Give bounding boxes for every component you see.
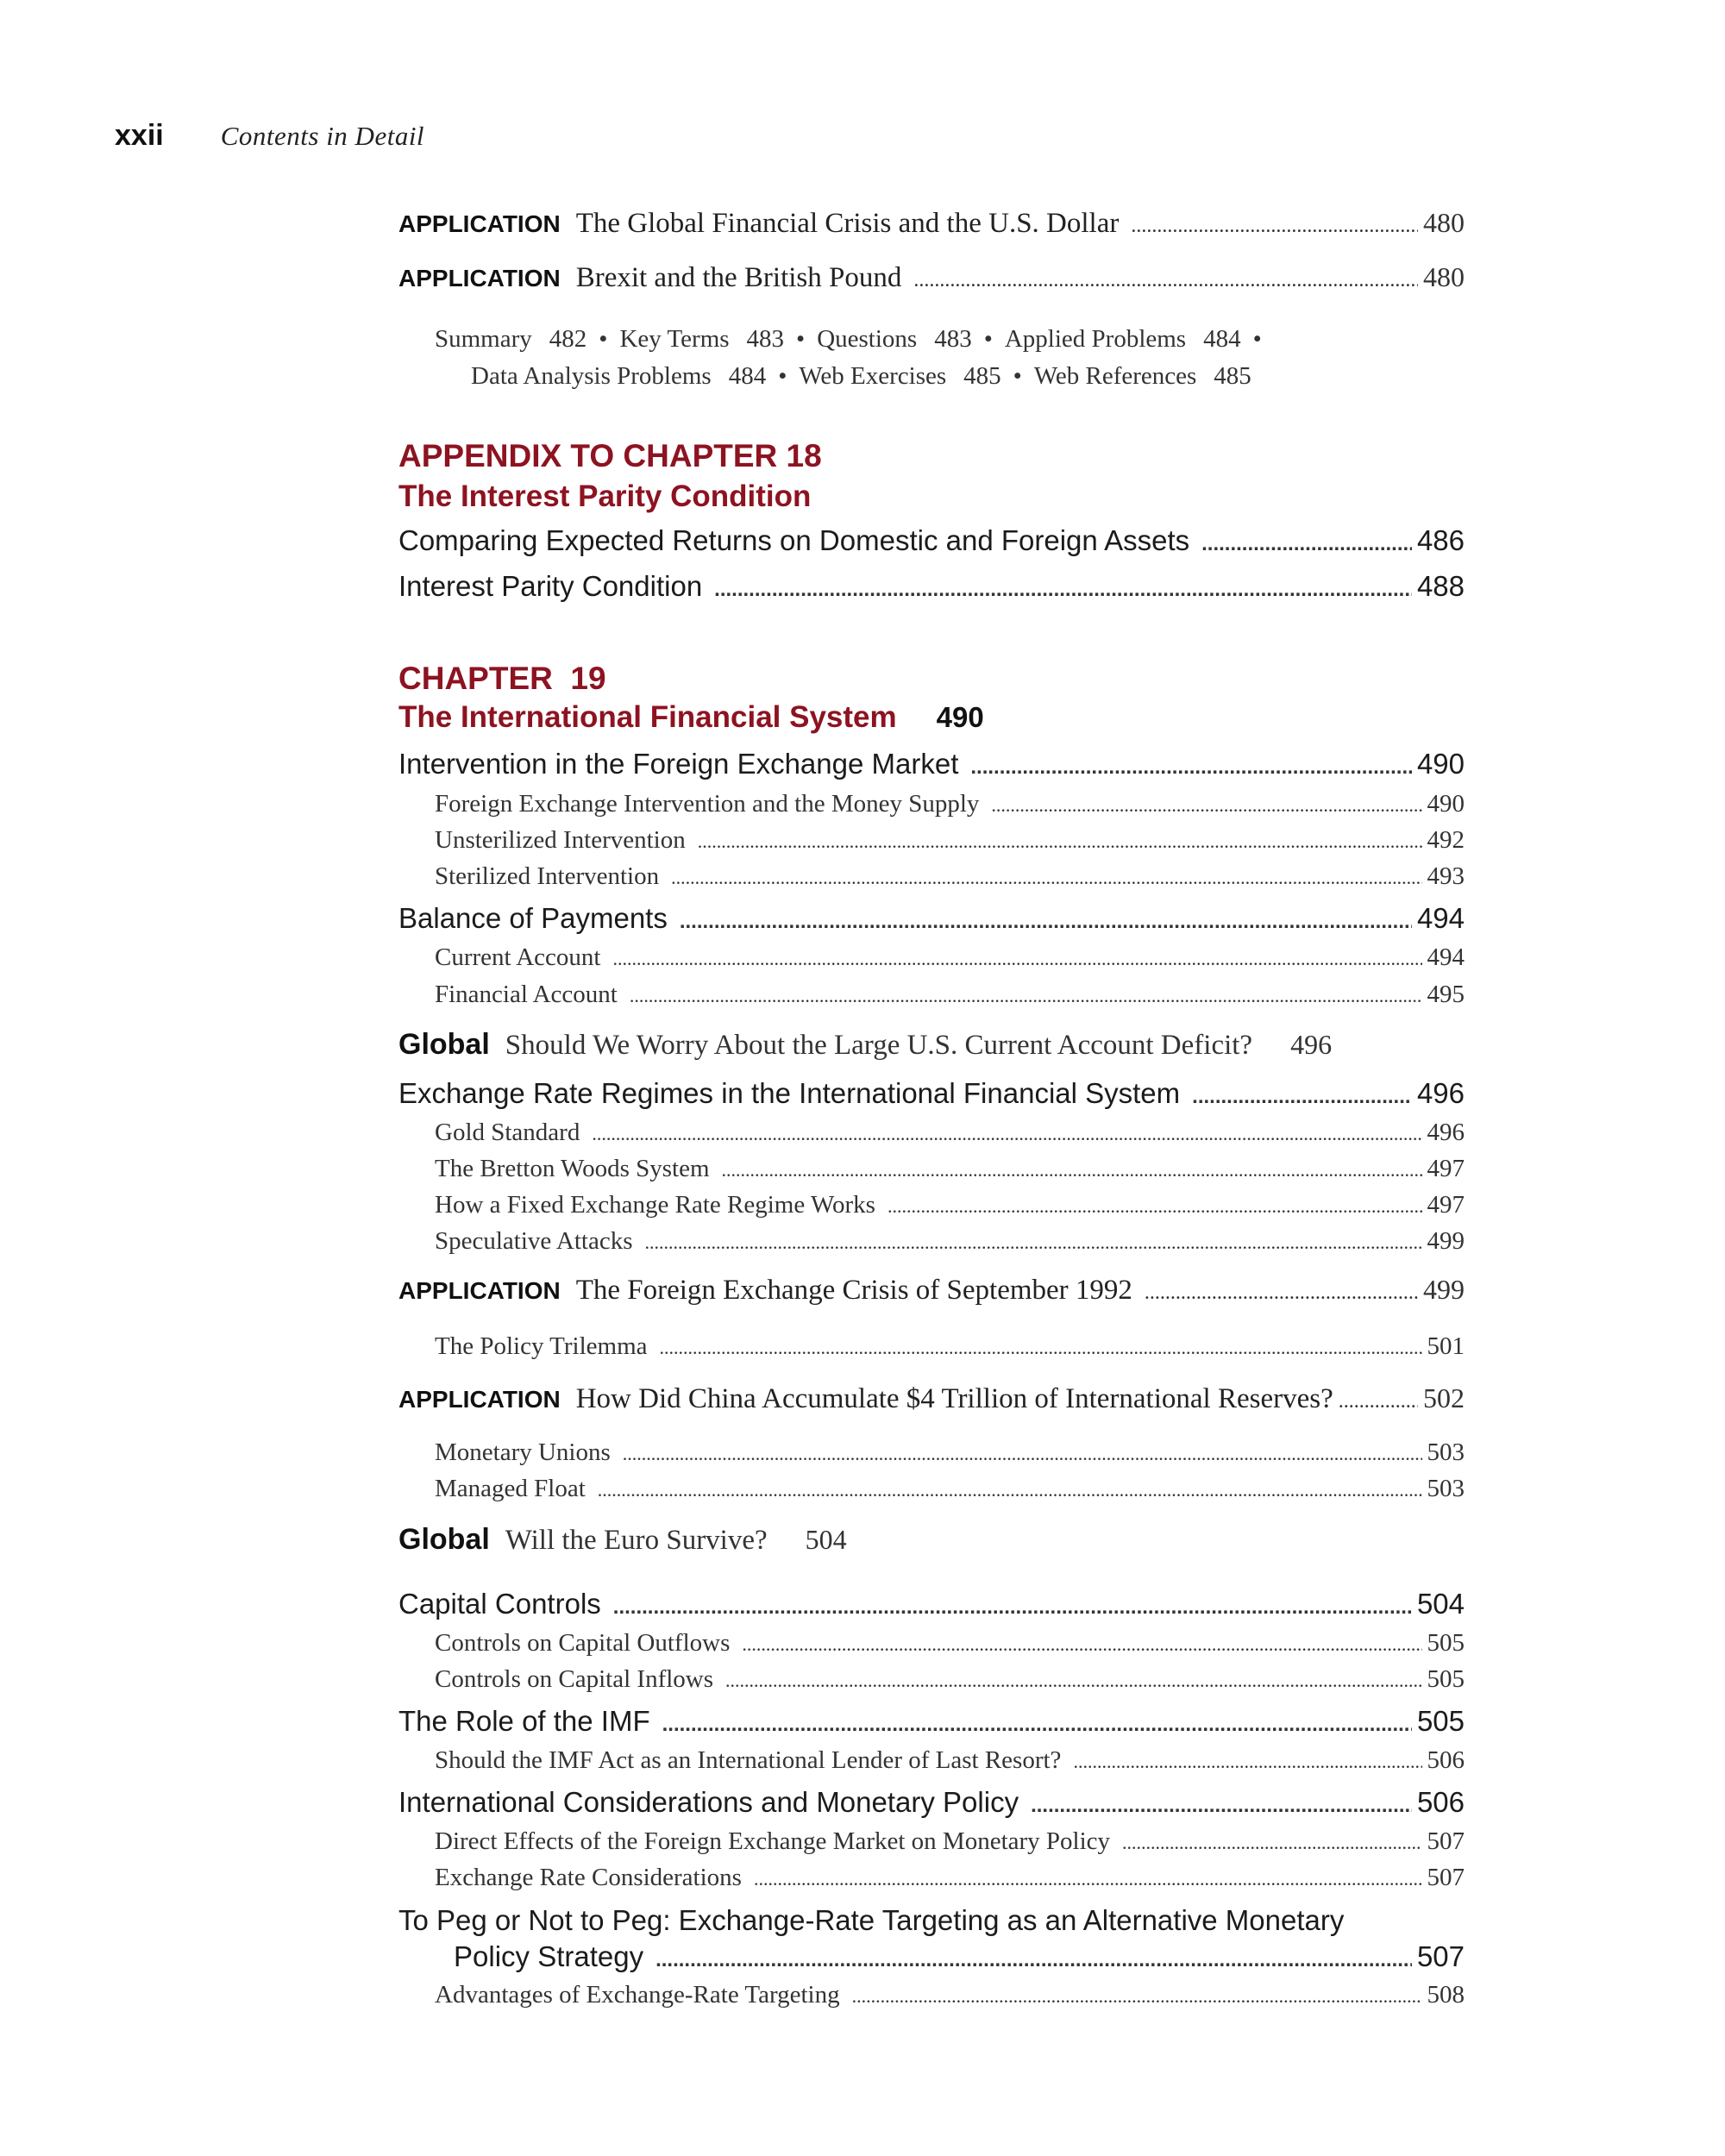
toc-entry[interactable]: International Considerations and Monetary Policy ..... 506 <box>398 1786 1465 1819</box>
leader-dots <box>913 269 1418 292</box>
summary-item[interactable]: Applied Problems <box>1004 325 1187 353</box>
toc-entry[interactable]: Intervention in the Foreign Exchange Market ..... 490 <box>398 748 1465 780</box>
application-label: APPLICATION <box>398 265 561 291</box>
entry-title: Comparing Expected Returns on Domestic and Foreign Assets <box>398 524 1190 556</box>
summary-item[interactable]: Web Exercises <box>799 362 947 390</box>
page-folio: xxii <box>115 119 164 152</box>
toc-entry-line2[interactable]: Policy Strategy ..... 507 <box>398 1940 1465 1973</box>
running-head <box>115 119 424 162</box>
summary-item[interactable]: Questions <box>817 325 918 353</box>
toc-subentry[interactable]: Managed Float ..... 503 <box>398 1475 1465 1503</box>
toc-subentry[interactable]: Controls on Capital Outflows ..... 505 <box>398 1629 1465 1658</box>
summary-line: Summary 482 • Key Terms 483 • Questions 483 • Applied Problems 484 • <box>435 325 1262 353</box>
toc-subentry[interactable]: Controls on Capital Inflows ..... 505 <box>398 1665 1465 1694</box>
summary-item[interactable]: Data Analysis Problems <box>471 362 712 390</box>
toc-application-entry[interactable]: APPLICATION The Foreign Exchange Crisis of September 1992 ..... 499 <box>398 1274 1465 1307</box>
toc-subentry[interactable]: Foreign Exchange Intervention and the Money Supply ..... 490 <box>398 790 1465 818</box>
toc-entry[interactable] <box>398 524 1465 557</box>
toc-subentry[interactable]: The Bretton Woods System ..... 497 <box>398 1155 1465 1183</box>
toc-entry-line1[interactable]: To Peg or Not to Peg: Exchange-Rate Targeting as an Alternative Monetary <box>398 1904 1345 1936</box>
toc-entry[interactable] <box>398 570 1465 603</box>
toc-application-entry[interactable]: APPLICATION How Did China Accumulate $4 Trillion of International Reserves? ..... 502 <box>398 1382 1465 1415</box>
toc-subentry[interactable]: The Policy Trilemma ..... 501 <box>398 1332 1465 1361</box>
toc-subentry[interactable]: Unsterilized Intervention ..... 492 <box>398 826 1465 855</box>
leader-dots <box>1131 215 1418 238</box>
toc-subentry[interactable]: Sterilized Intervention ..... 493 <box>398 862 1465 891</box>
entry-title: Brexit and the British Pound <box>575 262 902 293</box>
toc-application-entry[interactable] <box>398 261 1465 294</box>
toc-subentry[interactable]: How a Fixed Exchange Rate Regime Works ..... 497 <box>398 1191 1465 1219</box>
summary-line: Data Analysis Problems 484 • Web Exercises 485 • Web References 485 <box>471 362 1251 390</box>
toc-subentry[interactable]: Financial Account ..... 495 <box>398 981 1465 1009</box>
toc-subentry[interactable]: Speculative Attacks ..... 499 <box>398 1227 1465 1256</box>
toc-application-entry[interactable] <box>398 207 1465 240</box>
application-label: APPLICATION <box>398 210 561 237</box>
end-of-chapter-summary <box>435 321 1274 395</box>
summary-item[interactable]: Key Terms <box>619 325 730 353</box>
toc-subentry[interactable]: Exchange Rate Considerations ..... 507 <box>398 1864 1465 1892</box>
global-label: Global <box>398 1028 490 1061</box>
running-title: Contents in Detail <box>220 121 425 151</box>
chapter-page: 490 <box>936 701 984 733</box>
leader-dots <box>714 578 1412 602</box>
chapter-title[interactable]: The International Financial System 490 <box>398 700 984 734</box>
toc-subentry[interactable]: Advantages of Exchange-Rate Targeting ..... 508 <box>398 1981 1465 2009</box>
toc-entry[interactable]: The Role of the IMF ..... 505 <box>398 1705 1465 1738</box>
toc-global-box-entry[interactable]: Global Should We Worry About the Large U.S. Current Account Deficit? 496 <box>398 1028 1333 1061</box>
leader-dots <box>1201 532 1412 556</box>
global-label: Global <box>398 1523 490 1556</box>
summary-item[interactable]: Summary <box>435 325 532 353</box>
toc-subentry[interactable]: Should the IMF Act as an International Lender of Last Resort? ..... 506 <box>398 1746 1465 1775</box>
chapter-label: CHAPTER 19 <box>398 661 606 696</box>
toc-subentry[interactable]: Monetary Unions ..... 503 <box>398 1438 1465 1467</box>
toc-global-box-entry[interactable]: Global Will the Euro Survive? 504 <box>398 1523 847 1556</box>
toc-subentry[interactable]: Gold Standard ..... 496 <box>398 1119 1465 1147</box>
entry-page: 480 <box>1423 207 1465 238</box>
appendix-label: APPENDIX TO CHAPTER 18 <box>398 438 822 473</box>
entry-title: The Global Financial Crisis and the U.S. Dollar <box>575 208 1120 239</box>
entry-title: Interest Parity Condition <box>398 570 703 602</box>
toc-entry[interactable]: Capital Controls ..... 504 <box>398 1588 1465 1620</box>
toc-subentry[interactable]: Current Account ..... 494 <box>398 943 1465 972</box>
toc-subentry[interactable]: Direct Effects of the Foreign Exchange Market on Monetary Policy ..... 507 <box>398 1827 1465 1856</box>
entry-page: 488 <box>1416 570 1465 602</box>
appendix-title: The Interest Parity Condition <box>398 479 812 513</box>
toc-entry[interactable]: Balance of Payments ..... 494 <box>398 902 1465 935</box>
entry-page: 486 <box>1416 524 1465 556</box>
entry-page: 480 <box>1423 261 1465 292</box>
toc-entry[interactable]: Exchange Rate Regimes in the International Financial System ..... 496 <box>398 1077 1465 1110</box>
summary-item[interactable]: Web References <box>1033 362 1197 390</box>
